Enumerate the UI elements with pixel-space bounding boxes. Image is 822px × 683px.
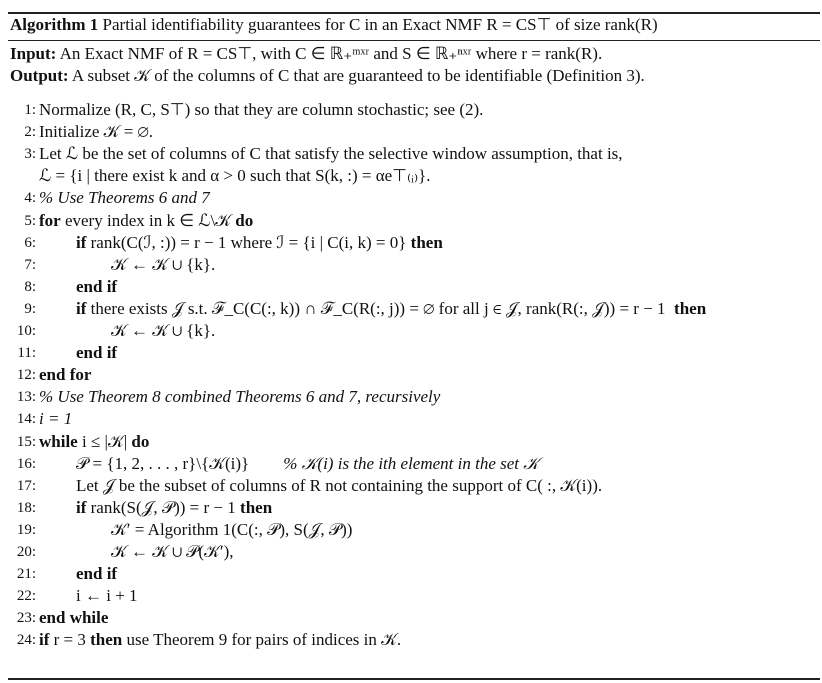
keyword: then: [674, 298, 707, 318]
step-text: [76, 342, 117, 364]
algorithm-input: [10, 44, 602, 64]
step-text: [76, 475, 602, 497]
keyword: if: [76, 298, 87, 318]
step-fragment: 𝒦 ← 𝒦 ∪ {k}.: [111, 254, 216, 274]
keyword: while: [39, 431, 78, 451]
step-text: [39, 607, 108, 629]
step-number: 8:: [24, 278, 36, 295]
step-text: [76, 298, 706, 320]
step-number: 24:: [16, 632, 36, 649]
keyword: do: [131, 431, 150, 451]
keyword: if: [76, 497, 87, 517]
step-number: 18:: [16, 499, 36, 516]
keyword: then: [240, 497, 273, 517]
comment: % Use Theorem 8 combined Theorems 6 and 7, recursively: [39, 387, 441, 407]
step-number: 3:: [24, 146, 36, 163]
step-text: [39, 143, 623, 165]
step-number: 7:: [24, 256, 36, 273]
mid-rule: [8, 40, 820, 41]
step-fragment: ℒ = {i | there exist k and α > 0 such that S(k, :) = αe⊤₍ᵢ₎}.: [39, 166, 431, 186]
step-fragment: Let 𝒥 be the subset of columns of R not containing the support of C( :, 𝒦(i)).: [76, 475, 603, 495]
input-label: Input:: [10, 44, 57, 63]
step-number: 2:: [24, 124, 36, 141]
step-fragment: Initialize 𝒦 = ∅.: [39, 122, 154, 142]
step-number: 15:: [16, 433, 36, 450]
step-fragment: r = 3: [49, 630, 91, 650]
keyword: end if: [76, 343, 118, 363]
step-fragment: i ≤ |𝒦|: [77, 431, 132, 451]
step-fragment: Let ℒ be the set of columns of C that satisfy the selective window assumption, that is,: [39, 144, 623, 164]
step-text: [76, 497, 272, 519]
algorithm-label: Algorithm 1: [10, 15, 99, 34]
step-fragment: i ← i + 1: [76, 586, 138, 606]
keyword: end if: [76, 276, 118, 296]
output-label: Output:: [10, 66, 69, 85]
input-text: An Exact NMF of R = CS⊤, with C ∈ ℝ₊ᵐˣʳ and S ∈ ℝ₊ⁿˣʳ where r = rank(R).: [59, 44, 603, 63]
step-number: 20:: [16, 544, 36, 560]
step-text: [39, 121, 153, 143]
step-fragment: there exists 𝒥 s.t. ℱ_C(C(:, k)) ∩ ℱ_C(R(:, j)) = ∅ for all j ∈ 𝒥, rank(R(:, 𝒥)) = r − 1: [86, 298, 675, 318]
keyword: end if: [76, 564, 118, 584]
step-text: [76, 276, 117, 298]
step-text: [111, 541, 234, 563]
keyword: then: [90, 630, 123, 650]
keyword: if: [39, 630, 50, 650]
step-number: 6:: [24, 234, 36, 251]
step-text: [39, 99, 483, 121]
keyword: do: [235, 210, 254, 230]
bottom-rule: [8, 678, 820, 680]
step-number: 21:: [16, 566, 36, 583]
step-text: [39, 187, 210, 209]
algorithm-output: [10, 66, 645, 86]
algorithm-caption: [10, 15, 658, 35]
step-number: 9:: [24, 300, 36, 317]
step-fragment: 𝒦 ← 𝒦 ∪ {k}.: [111, 321, 216, 340]
step-fragment: i = 1: [39, 409, 73, 429]
step-text: [111, 320, 215, 342]
comment: % Use Theorems 6 and 7: [39, 188, 210, 208]
top-rule: [8, 12, 820, 14]
step-fragment: 𝒦 ← 𝒦 ∪ 𝒫(𝒦′),: [111, 542, 234, 561]
step-number: 14:: [16, 411, 36, 428]
step-fragment: Normalize (R, C, S⊤) so that they are column stochastic; see (2).: [39, 100, 484, 119]
step-fragment: use Theorem 9 for pairs of indices in 𝒦.: [122, 630, 402, 650]
step-text: [111, 254, 215, 276]
step-number: 13:: [16, 389, 36, 406]
keyword: for: [39, 210, 61, 230]
step-number: 23:: [16, 610, 36, 627]
keyword: end while: [39, 608, 109, 628]
step-text: [111, 519, 352, 541]
step-text: [39, 629, 401, 651]
step-fragment: 𝒦′ = Algorithm 1(C(:, 𝒫), S(𝒥, 𝒫)): [111, 519, 353, 539]
keyword: end for: [39, 365, 92, 385]
step-text: [76, 453, 539, 475]
step-text: [39, 210, 253, 232]
step-number: 22:: [16, 588, 36, 605]
step-text: [39, 165, 431, 187]
step-number: 5:: [24, 212, 36, 229]
step-text: [39, 431, 149, 453]
step-number: 19:: [16, 521, 36, 538]
step-number: 12:: [16, 367, 36, 384]
step-number: 10:: [16, 323, 36, 339]
keyword: if: [76, 232, 87, 252]
step-text: [76, 563, 117, 585]
step-fragment: rank(C(ℐ, :)) = r − 1 where ℐ = {i | C(i, k) = 0}: [86, 232, 411, 252]
step-fragment: 𝒫 = {1, 2, . . . , r}\{𝒦(i)}: [76, 453, 250, 473]
step-text: [39, 386, 440, 408]
output-text: A subset 𝒦 of the columns of C that are guaranteed to be identifiable (Definition 3).: [71, 66, 645, 85]
step-number: 16:: [16, 455, 36, 472]
step-text: [76, 232, 443, 254]
keyword: then: [410, 232, 443, 252]
step-text: [76, 585, 138, 607]
step-number: 17:: [16, 477, 36, 494]
algorithm-title: Partial identifiability guarantees for C in an Exact NMF R = CS⊤ of size rank(R): [102, 15, 658, 34]
step-number: 4:: [24, 190, 36, 207]
comment: % 𝒦(i) is the ith element in the set 𝒦: [249, 453, 540, 473]
step-number: 11:: [17, 345, 36, 362]
step-text: [39, 408, 72, 430]
step-text: [39, 364, 91, 386]
step-fragment: rank(S(𝒥, 𝒫)) = r − 1: [86, 497, 241, 517]
step-number: 1:: [24, 102, 36, 118]
step-fragment: every index in k ∈ ℒ\𝒦: [60, 210, 236, 230]
